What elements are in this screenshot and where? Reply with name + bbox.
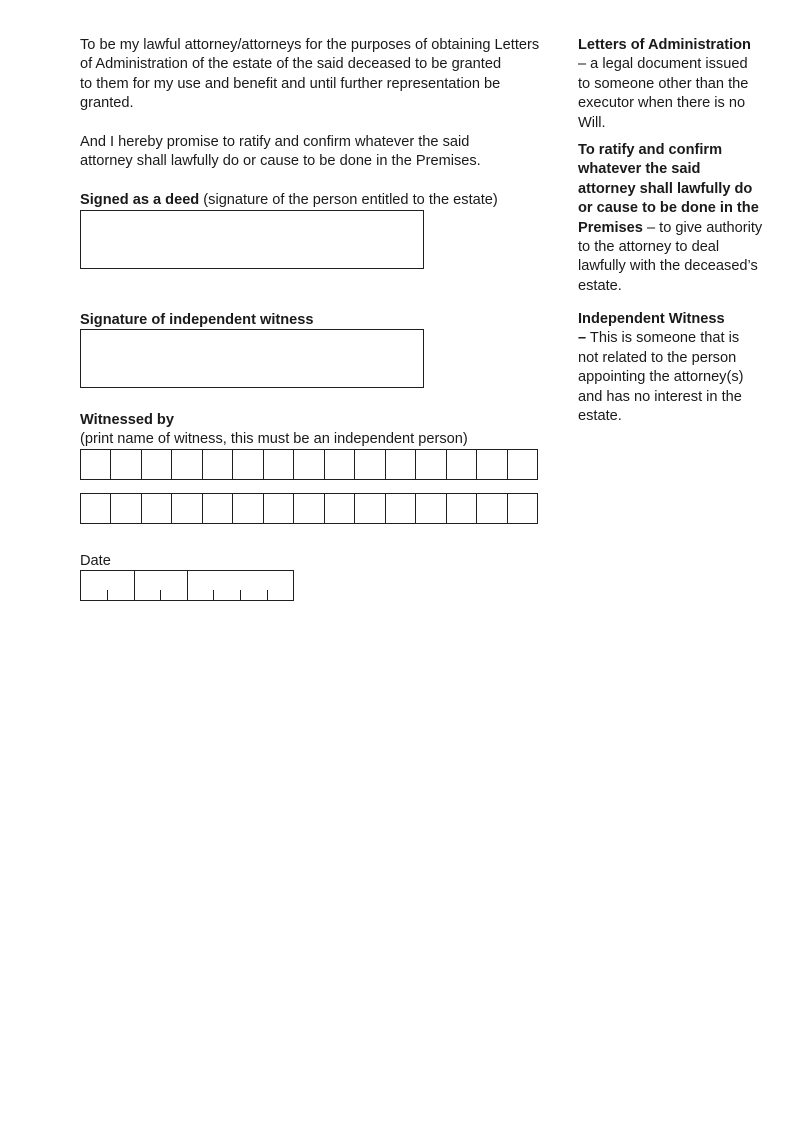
witness-signature-label: Signature of independent witness [80,312,314,328]
glossary-term: To ratify and confirm [578,142,723,158]
glossary-text: to someone other than the [578,75,749,92]
glossary-letters-of-administration [578,36,778,133]
signed-deed-label-hint: (signature of the person entitled to the estate) [199,192,498,208]
name-char-cell[interactable] [171,450,201,479]
name-char-cell[interactable] [354,450,384,479]
name-char-cell[interactable] [171,494,201,523]
glossary-term: or cause to be done in the [578,200,759,217]
date-label: Date [80,553,111,569]
witnessed-by-label: Witnessed by [80,412,174,428]
glossary-text: estate. [578,277,622,294]
glossary-text: estate. [578,408,622,425]
glossary-dash: – [578,330,587,347]
date-group-divider [187,571,188,600]
name-char-cell[interactable] [385,494,415,523]
name-char-cell[interactable] [415,450,445,479]
name-char-cell[interactable] [354,494,384,523]
name-char-cell[interactable] [385,450,415,479]
glossary-text: This is someone that is [586,330,740,347]
name-char-cell[interactable] [110,494,140,523]
glossary-term: Premises [578,219,643,236]
glossary-text: executor when there is no [578,95,746,112]
ratify-line: And I hereby promise to ratify and confirm whatever the said [80,134,470,150]
name-char-cell[interactable] [110,450,140,479]
intro-line: granted. [80,95,134,112]
date-field[interactable] [80,570,294,601]
glossary-text: and has no interest in the [578,388,742,405]
glossary-text: to the attorney to deal [578,239,720,256]
name-char-cell[interactable] [202,494,232,523]
glossary-text: not related to the person [578,349,737,366]
name-char-cell[interactable] [415,494,445,523]
glossary-independent-witness [578,310,778,426]
name-char-cell[interactable] [263,450,293,479]
signed-deed-label [80,191,498,210]
intro-line: to them for my use and benefit and until further representation be [80,75,501,92]
name-char-cell[interactable] [141,450,171,479]
name-char-cell[interactable] [232,494,262,523]
name-char-cell[interactable] [446,494,476,523]
witnessed-by-hint: (print name of witness, this must be an independent person) [80,431,468,447]
intro-line: of Administration of the estate of the said deceased to be granted [80,56,502,73]
name-char-cell[interactable] [81,450,110,479]
glossary-term: whatever the said [578,161,701,178]
date-digit-divider [267,590,268,600]
name-char-cell[interactable] [232,450,262,479]
name-char-cell[interactable] [507,494,537,523]
witness-name-row-2[interactable] [80,493,538,524]
name-char-cell[interactable] [476,450,506,479]
name-char-cell[interactable] [202,450,232,479]
name-char-cell[interactable] [507,450,537,479]
glossary-term: Letters of Administration [578,37,751,53]
name-char-cell[interactable] [293,450,323,479]
name-char-cell[interactable] [324,450,354,479]
name-char-cell[interactable] [263,494,293,523]
name-char-cell[interactable] [446,450,476,479]
glossary-term: Independent Witness [578,311,725,327]
name-char-cell[interactable] [324,494,354,523]
date-digit-divider [107,590,108,600]
date-digit-divider [240,590,241,600]
date-group-divider [134,571,135,600]
witness-name-row-1[interactable] [80,449,538,480]
date-digit-divider [160,590,161,600]
glossary-text: – to give authority [642,219,763,236]
glossary-text: appointing the attorney(s) [578,369,744,386]
date-digit-divider [213,590,214,600]
glossary-term: attorney shall lawfully do [578,180,753,197]
deed-signature-box[interactable] [80,210,424,269]
ratify-paragraph [80,133,570,172]
name-char-cell[interactable] [476,494,506,523]
glossary-text: lawfully with the deceased’s [578,258,758,275]
glossary-mixed-line [578,329,778,348]
signed-deed-label-bold: Signed as a deed [80,192,200,208]
glossary-ratify-and-confirm [578,141,778,296]
name-char-cell[interactable] [293,494,323,523]
glossary-text: – a legal document issued [578,56,748,73]
ratify-line: attorney shall lawfully do or cause to be done in the Premises. [80,153,481,170]
glossary-mixed-line [578,219,778,238]
witness-signature-box[interactable] [80,329,424,388]
name-char-cell[interactable] [141,494,171,523]
glossary-text: Will. [578,114,606,131]
intro-line: To be my lawful attorney/attorneys for the purposes of obtaining Letters [80,37,540,53]
intro-paragraph [80,36,570,114]
name-char-cell[interactable] [81,494,110,523]
